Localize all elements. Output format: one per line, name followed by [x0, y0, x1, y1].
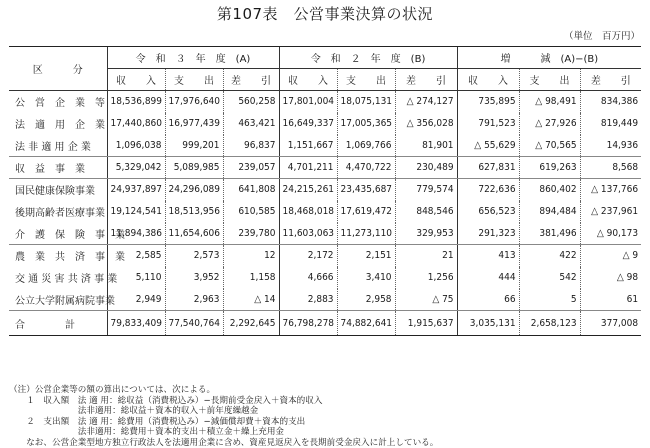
- value-cell: 2,292,645: [223, 311, 279, 336]
- settlement-table: [9, 46, 641, 336]
- footnote-line: 法非適用：総費用＋資本的支出＋積立金＋繰上充用金: [9, 427, 644, 438]
- value-cell: 627,831: [457, 157, 519, 179]
- value-cell: 11,654,606: [165, 223, 223, 245]
- footnote-line: （注）公営企業等の額の算出については、次による。: [9, 385, 644, 396]
- value-cell: 18,075,131: [337, 91, 395, 113]
- row-label: 後期高齢者医療事業: [9, 201, 107, 223]
- value-cell: 860,402: [519, 179, 580, 201]
- value-cell: 14,936: [580, 135, 641, 157]
- value-cell: 819,449: [580, 113, 641, 135]
- table-row: [9, 179, 641, 201]
- value-cell: 1,069,766: [337, 135, 395, 157]
- header-sub-balance: 差 引: [580, 69, 641, 91]
- value-cell: △ 27,926: [519, 113, 580, 135]
- value-cell: 11,273,110: [337, 223, 395, 245]
- value-cell: △ 70,565: [519, 135, 580, 157]
- row-label: 公立大学附属病院事業: [9, 289, 107, 311]
- value-cell: △ 356,028: [395, 113, 457, 135]
- value-cell: 1,151,667: [279, 135, 337, 157]
- value-cell: 66: [457, 289, 519, 311]
- row-label: 公 営 企 業 等: [9, 91, 107, 113]
- value-cell: 834,386: [580, 91, 641, 113]
- row-label: 法 非 適 用 企 業: [9, 135, 107, 157]
- value-cell: 791,523: [457, 113, 519, 135]
- value-cell: 5,110: [107, 267, 165, 289]
- value-cell: △ 137,766: [580, 179, 641, 201]
- value-cell: 1,096,038: [107, 135, 165, 157]
- row-label: 農 業 共 済 事 業: [9, 245, 107, 267]
- value-cell: 2,172: [279, 245, 337, 267]
- value-cell: 16,649,337: [279, 113, 337, 135]
- value-cell: 3,410: [337, 267, 395, 289]
- header-group-r2: 令 和 ２ 年 度 (B): [279, 47, 457, 69]
- row-label: 収 益 事 業: [9, 157, 107, 179]
- value-cell: 1,915,637: [395, 311, 457, 336]
- row-label: 介 護 保 険 事 業: [9, 223, 107, 245]
- value-cell: 542: [519, 267, 580, 289]
- value-cell: △ 237,961: [580, 201, 641, 223]
- header-category: 区 分: [9, 47, 107, 91]
- value-cell: 463,421: [223, 113, 279, 135]
- value-cell: 96,837: [223, 135, 279, 157]
- header-sub-balance: 差 引: [395, 69, 457, 91]
- value-cell: 8,568: [580, 157, 641, 179]
- total-row: [9, 311, 641, 336]
- value-cell: 422: [519, 245, 580, 267]
- value-cell: 999,201: [165, 135, 223, 157]
- value-cell: 3,952: [165, 267, 223, 289]
- table-row: [9, 135, 641, 157]
- value-cell: 77,540,764: [165, 311, 223, 336]
- value-cell: 2,883: [279, 289, 337, 311]
- value-cell: 641,808: [223, 179, 279, 201]
- row-label: 合 計: [9, 311, 107, 336]
- value-cell: △ 98,491: [519, 91, 580, 113]
- value-cell: 3,035,131: [457, 311, 519, 336]
- value-cell: 230,489: [395, 157, 457, 179]
- value-cell: 894,484: [519, 201, 580, 223]
- value-cell: 413: [457, 245, 519, 267]
- value-cell: 1,158: [223, 267, 279, 289]
- footnote-line: なお、公営企業型地方独立行政法人を法適用企業に含め、資産見返戻入を長期前受金戻入に計上している。: [9, 438, 644, 448]
- value-cell: 377,008: [580, 311, 641, 336]
- header-sub-balance: 差 引: [223, 69, 279, 91]
- value-cell: 329,953: [395, 223, 457, 245]
- value-cell: 239,057: [223, 157, 279, 179]
- value-cell: 2,573: [165, 245, 223, 267]
- header-sub-income: 収 入: [279, 69, 337, 91]
- value-cell: △ 55,629: [457, 135, 519, 157]
- value-cell: 24,937,897: [107, 179, 165, 201]
- value-cell: 619,263: [519, 157, 580, 179]
- value-cell: △ 9: [580, 245, 641, 267]
- table-row: [9, 157, 641, 179]
- value-cell: 17,801,004: [279, 91, 337, 113]
- value-cell: △ 274,127: [395, 91, 457, 113]
- value-cell: 722,636: [457, 179, 519, 201]
- value-cell: 4,470,722: [337, 157, 395, 179]
- value-cell: 17,440,860: [107, 113, 165, 135]
- table-row: [9, 223, 641, 245]
- value-cell: 4,701,211: [279, 157, 337, 179]
- value-cell: 76,798,278: [279, 311, 337, 336]
- row-label: 交 通 災 害 共 済 事 業: [9, 267, 107, 289]
- header-sub-expense: 支 出: [337, 69, 395, 91]
- row-label: 法 適 用 企 業: [9, 113, 107, 135]
- value-cell: 5: [519, 289, 580, 311]
- value-cell: 21: [395, 245, 457, 267]
- value-cell: 16,977,439: [165, 113, 223, 135]
- value-cell: 81,901: [395, 135, 457, 157]
- value-cell: 2,151: [337, 245, 395, 267]
- value-cell: △ 98: [580, 267, 641, 289]
- value-cell: 19,124,541: [107, 201, 165, 223]
- value-cell: 779,574: [395, 179, 457, 201]
- value-cell: △ 14: [223, 289, 279, 311]
- value-cell: 656,523: [457, 201, 519, 223]
- value-cell: 24,215,261: [279, 179, 337, 201]
- value-cell: △ 90,173: [580, 223, 641, 245]
- value-cell: 2,658,123: [519, 311, 580, 336]
- value-cell: 11,894,386: [107, 223, 165, 245]
- footnotes: [9, 385, 644, 448]
- value-cell: 17,619,472: [337, 201, 395, 223]
- table-row: [9, 201, 641, 223]
- value-cell: 18,513,956: [165, 201, 223, 223]
- value-cell: 5,089,985: [165, 157, 223, 179]
- value-cell: 24,296,089: [165, 179, 223, 201]
- value-cell: 74,882,641: [337, 311, 395, 336]
- value-cell: 4,666: [279, 267, 337, 289]
- value-cell: 291,323: [457, 223, 519, 245]
- value-cell: 2,963: [165, 289, 223, 311]
- table-row: [9, 267, 641, 289]
- header-sub-income: 収 入: [457, 69, 519, 91]
- table-row: [9, 289, 641, 311]
- value-cell: 79,833,409: [107, 311, 165, 336]
- table-row: [9, 91, 641, 113]
- value-cell: 18,468,018: [279, 201, 337, 223]
- value-cell: 1,256: [395, 267, 457, 289]
- page-title: 第107表 公営事業決算の状況: [0, 3, 650, 24]
- value-cell: 848,546: [395, 201, 457, 223]
- header-sub-expense: 支 出: [519, 69, 580, 91]
- row-label: 国民健康保険事業: [9, 179, 107, 201]
- value-cell: 17,976,640: [165, 91, 223, 113]
- footnote-line: ２ 支出額 法 適 用：総費用（消費税込み）−減価償却費＋資本的支出: [9, 417, 644, 428]
- value-cell: 444: [457, 267, 519, 289]
- value-cell: 735,895: [457, 91, 519, 113]
- footnote-line: 法非適用：総収益＋資本的収入＋前年度繰越金: [9, 406, 644, 417]
- value-cell: 5,329,042: [107, 157, 165, 179]
- value-cell: 18,536,899: [107, 91, 165, 113]
- value-cell: 2,585: [107, 245, 165, 267]
- unit-label: （単位 百万円）: [564, 28, 640, 42]
- value-cell: 12: [223, 245, 279, 267]
- value-cell: 2,958: [337, 289, 395, 311]
- header-sub-expense: 支 出: [165, 69, 223, 91]
- header-group-r3: 令 和 ３ 年 度 (A): [107, 47, 279, 69]
- value-cell: 61: [580, 289, 641, 311]
- value-cell: 610,585: [223, 201, 279, 223]
- value-cell: 239,780: [223, 223, 279, 245]
- table-row: [9, 245, 641, 267]
- value-cell: △ 75: [395, 289, 457, 311]
- value-cell: 11,603,063: [279, 223, 337, 245]
- header-group-diff: 増 減 (A)−(B): [457, 47, 641, 69]
- value-cell: 23,435,687: [337, 179, 395, 201]
- table-row: [9, 113, 641, 135]
- header-sub-income: 収 入: [107, 69, 165, 91]
- value-cell: 560,258: [223, 91, 279, 113]
- value-cell: 17,005,365: [337, 113, 395, 135]
- value-cell: 2,949: [107, 289, 165, 311]
- value-cell: 381,496: [519, 223, 580, 245]
- footnote-line: １ 収入額 法 適 用：総収益（消費税込み）−長期前受金戻入＋資本的収入: [9, 396, 644, 407]
